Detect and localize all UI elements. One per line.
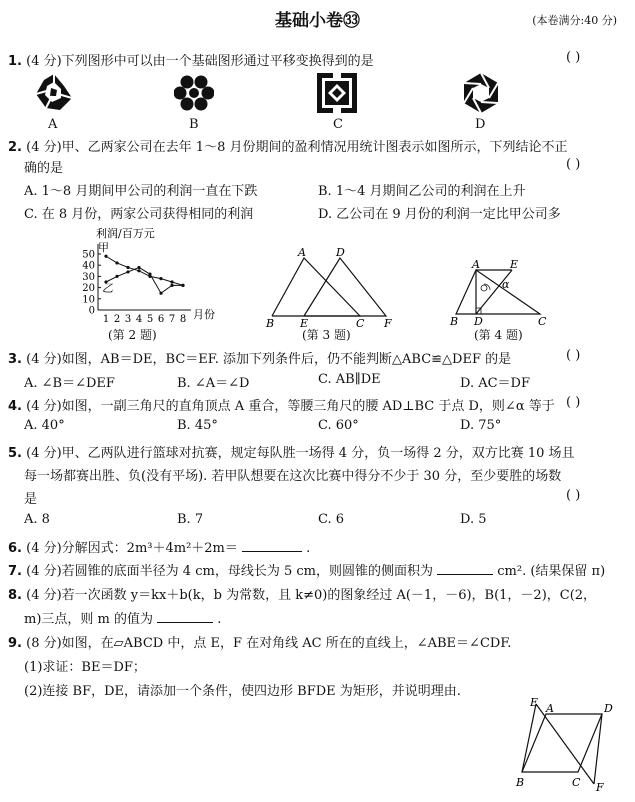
x-tick-label: 3 bbox=[124, 314, 132, 325]
question-text: (4 分)下列图形中可以由一个基础图形通过平移变换得到的是 bbox=[26, 54, 374, 69]
option-b: B. 7 bbox=[177, 512, 204, 527]
question-number: 7. bbox=[8, 564, 22, 579]
question-end: . bbox=[217, 612, 222, 627]
point-e: E bbox=[510, 258, 519, 271]
point-b: B bbox=[266, 317, 275, 328]
option-d: D. 75° bbox=[460, 418, 502, 433]
point-a: A bbox=[472, 258, 480, 271]
question-3 bbox=[8, 348, 511, 367]
legend-yi: 乙 bbox=[102, 282, 113, 295]
question-9 bbox=[8, 632, 511, 651]
option-d: D. AC＝DF bbox=[460, 376, 531, 391]
question-8-line2 bbox=[24, 608, 221, 627]
legend-jia: 甲 bbox=[98, 241, 109, 254]
figure-3-triangles bbox=[262, 246, 402, 328]
question-text-line2: 每一场都赛出胜、负(没有平场). 若甲队想要在这次比赛中得分不少于 30 分，至少要胜的场数 bbox=[24, 469, 562, 484]
option-b: B. 45° bbox=[177, 418, 218, 433]
x-tick-label: 7 bbox=[168, 314, 176, 325]
question-text: (4 分)如图，一副三角尺的直角顶点 A 重合，等腰三角尺的腰 AD⊥BC 于点 D，则∠α 等于 bbox=[26, 399, 555, 414]
x-tick-label: 6 bbox=[157, 314, 165, 325]
answer-paren: ( ) bbox=[566, 50, 581, 65]
point-b: B bbox=[516, 776, 525, 789]
answer-paren: ( ) bbox=[566, 157, 581, 172]
x-tick-label: 8 bbox=[179, 314, 187, 325]
angle-alpha: α bbox=[502, 278, 510, 291]
data-point bbox=[104, 255, 107, 258]
question-text-line1: (4 分)甲、乙两队进行篮球对抗赛，规定每队胜一场得 4 分，负一场得 2 分，双方比赛 10 场且 bbox=[26, 446, 575, 461]
question-text: (4 分)分解因式：2m³＋4m²＋2m＝ bbox=[26, 541, 238, 556]
x-tick-label: 4 bbox=[135, 314, 143, 325]
data-point bbox=[148, 273, 151, 276]
chart-x-axis-label: 月份 bbox=[193, 308, 215, 321]
answer-blank[interactable] bbox=[437, 562, 493, 575]
question-number: 6. bbox=[8, 541, 22, 556]
figure-1d-aperture bbox=[460, 72, 502, 114]
question-text: (4 分)如图，AB＝DE，BC＝EF. 添加下列条件后，仍不能判断△ABC≌△DEF 的是 bbox=[26, 352, 512, 367]
figure-4-set-squares bbox=[444, 258, 554, 328]
data-point bbox=[170, 284, 173, 287]
option-label-c: C bbox=[333, 117, 343, 132]
chart-y-axis-label: 利润/百万元 bbox=[96, 227, 155, 240]
question-1 bbox=[8, 50, 374, 69]
question-end: cm². (结果保留 π) bbox=[497, 564, 606, 579]
point-a: A bbox=[546, 702, 554, 715]
figure-4-caption: (第 4 题) bbox=[474, 328, 523, 342]
point-d: D bbox=[604, 702, 613, 715]
answer-blank[interactable] bbox=[242, 539, 302, 552]
question-number: 1. bbox=[8, 54, 22, 69]
y-tick-label: 50 bbox=[82, 249, 95, 261]
point-b: B bbox=[450, 315, 459, 328]
point-f: F bbox=[384, 317, 392, 328]
x-tick-label: 5 bbox=[146, 314, 154, 325]
question-2 bbox=[8, 136, 567, 155]
figure-1a-pinwheel bbox=[34, 72, 74, 112]
data-point bbox=[126, 270, 129, 273]
figure-3-caption: (第 3 题) bbox=[302, 328, 351, 342]
option-label-a: A bbox=[48, 117, 58, 132]
point-d: D bbox=[474, 315, 483, 328]
y-tick-label: 30 bbox=[82, 271, 95, 283]
data-point bbox=[137, 269, 140, 272]
data-point bbox=[181, 284, 184, 287]
option-d: D. 乙公司在 9 月份的利润一定比甲公司多 bbox=[318, 207, 561, 222]
answer-blank[interactable] bbox=[157, 610, 213, 623]
question-number: 3. bbox=[8, 352, 22, 367]
answer-paren: ( ) bbox=[566, 395, 581, 410]
option-d: D. 5 bbox=[460, 512, 487, 527]
question-text: (4 分)若圆锥的底面半径为 4 cm，母线长为 5 cm，则圆锥的侧面积为 bbox=[26, 564, 433, 579]
question-number: 9. bbox=[8, 636, 22, 651]
option-label-d: D bbox=[475, 117, 486, 132]
question-5 bbox=[8, 442, 575, 461]
option-a: A. 8 bbox=[24, 512, 50, 527]
question-number: 5. bbox=[8, 446, 22, 461]
answer-paren: ( ) bbox=[566, 488, 581, 503]
question-text-line1: (4 分)甲、乙两家公司在去年 1～8 月份期间的盈利情况用统计图表示如图所示，下列结论不正 bbox=[26, 140, 568, 155]
figure-1c-square-diamond bbox=[316, 72, 358, 114]
figure-1b-hexagon-circles bbox=[174, 74, 214, 112]
data-point bbox=[115, 261, 118, 264]
option-c: C. 60° bbox=[318, 418, 359, 433]
option-b: B. 1～4 月期间乙公司的利润在上升 bbox=[318, 184, 526, 199]
point-c: C bbox=[572, 776, 581, 789]
data-point bbox=[159, 292, 162, 295]
page-title: 基础小卷㉝ bbox=[275, 11, 360, 31]
question-9-part-1: (1)求证：BE＝DF； bbox=[24, 660, 146, 675]
x-tick-label: 1 bbox=[102, 314, 110, 325]
figure-2-caption: (第 2 题) bbox=[108, 328, 157, 342]
question-9-part-2: (2)连接 BF，DE，请添加一个条件，使四边形 BFDE 为矩形，并说明理由. bbox=[24, 684, 461, 699]
data-point bbox=[126, 266, 129, 269]
profit-line-chart bbox=[74, 226, 224, 342]
y-tick-label: 40 bbox=[82, 260, 95, 272]
question-4 bbox=[8, 395, 555, 414]
data-point bbox=[137, 266, 140, 269]
question-number: 8. bbox=[8, 588, 22, 603]
data-point bbox=[170, 280, 173, 283]
point-c: C bbox=[538, 315, 547, 328]
data-point bbox=[115, 275, 118, 278]
option-c: C. AB∥DE bbox=[318, 372, 381, 387]
y-tick-label: 0 bbox=[88, 305, 95, 317]
option-a: A. ∠B＝∠DEF bbox=[24, 376, 115, 391]
x-tick-label: 2 bbox=[113, 314, 121, 325]
option-b: B. ∠A＝∠D bbox=[177, 376, 250, 391]
point-d: D bbox=[336, 246, 345, 259]
option-c: C. 在 8 月份，两家公司获得相同的利润 bbox=[24, 207, 254, 222]
question-7 bbox=[8, 560, 605, 579]
figure-9-parallelogram bbox=[512, 696, 620, 792]
question-text-line2: 确的是 bbox=[24, 161, 64, 176]
option-a: A. 40° bbox=[24, 418, 65, 433]
question-number: 2. bbox=[8, 140, 22, 155]
question-end: . bbox=[306, 541, 311, 556]
option-label-b: B bbox=[189, 117, 199, 132]
series-line-yi bbox=[106, 267, 183, 293]
question-text-line3: 是 bbox=[24, 492, 38, 507]
answer-paren: ( ) bbox=[566, 348, 581, 363]
point-e: E bbox=[300, 317, 309, 328]
point-f: F bbox=[596, 781, 604, 792]
question-text: (8 分)如图，在▱ABCD 中，点 E，F 在对角线 AC 所在的直线上，∠ABE＝∠CDF. bbox=[26, 636, 512, 651]
question-number: 4. bbox=[8, 399, 22, 414]
option-a: A. 1～8 月期间甲公司的利润一直在下跌 bbox=[24, 184, 258, 199]
point-a: A bbox=[298, 246, 306, 259]
point-c: C bbox=[356, 317, 365, 328]
question-text-line1: (4 分)若一次函数 y＝kx＋b(k，b 为常数，且 k≠0)的图象经过 A(－1，－6)，B(1，－2)，C(2， bbox=[26, 588, 597, 603]
question-6 bbox=[8, 537, 310, 556]
full-score: (本卷满分:40 分) bbox=[532, 14, 617, 27]
y-tick-label: 20 bbox=[82, 283, 95, 295]
option-c: C. 6 bbox=[318, 512, 345, 527]
y-tick-label: 10 bbox=[82, 294, 95, 306]
point-e: E bbox=[530, 696, 539, 709]
question-text-line2: m)三点，则 m 的值为 bbox=[24, 612, 153, 627]
question-8 bbox=[8, 584, 596, 603]
data-point bbox=[159, 277, 162, 280]
